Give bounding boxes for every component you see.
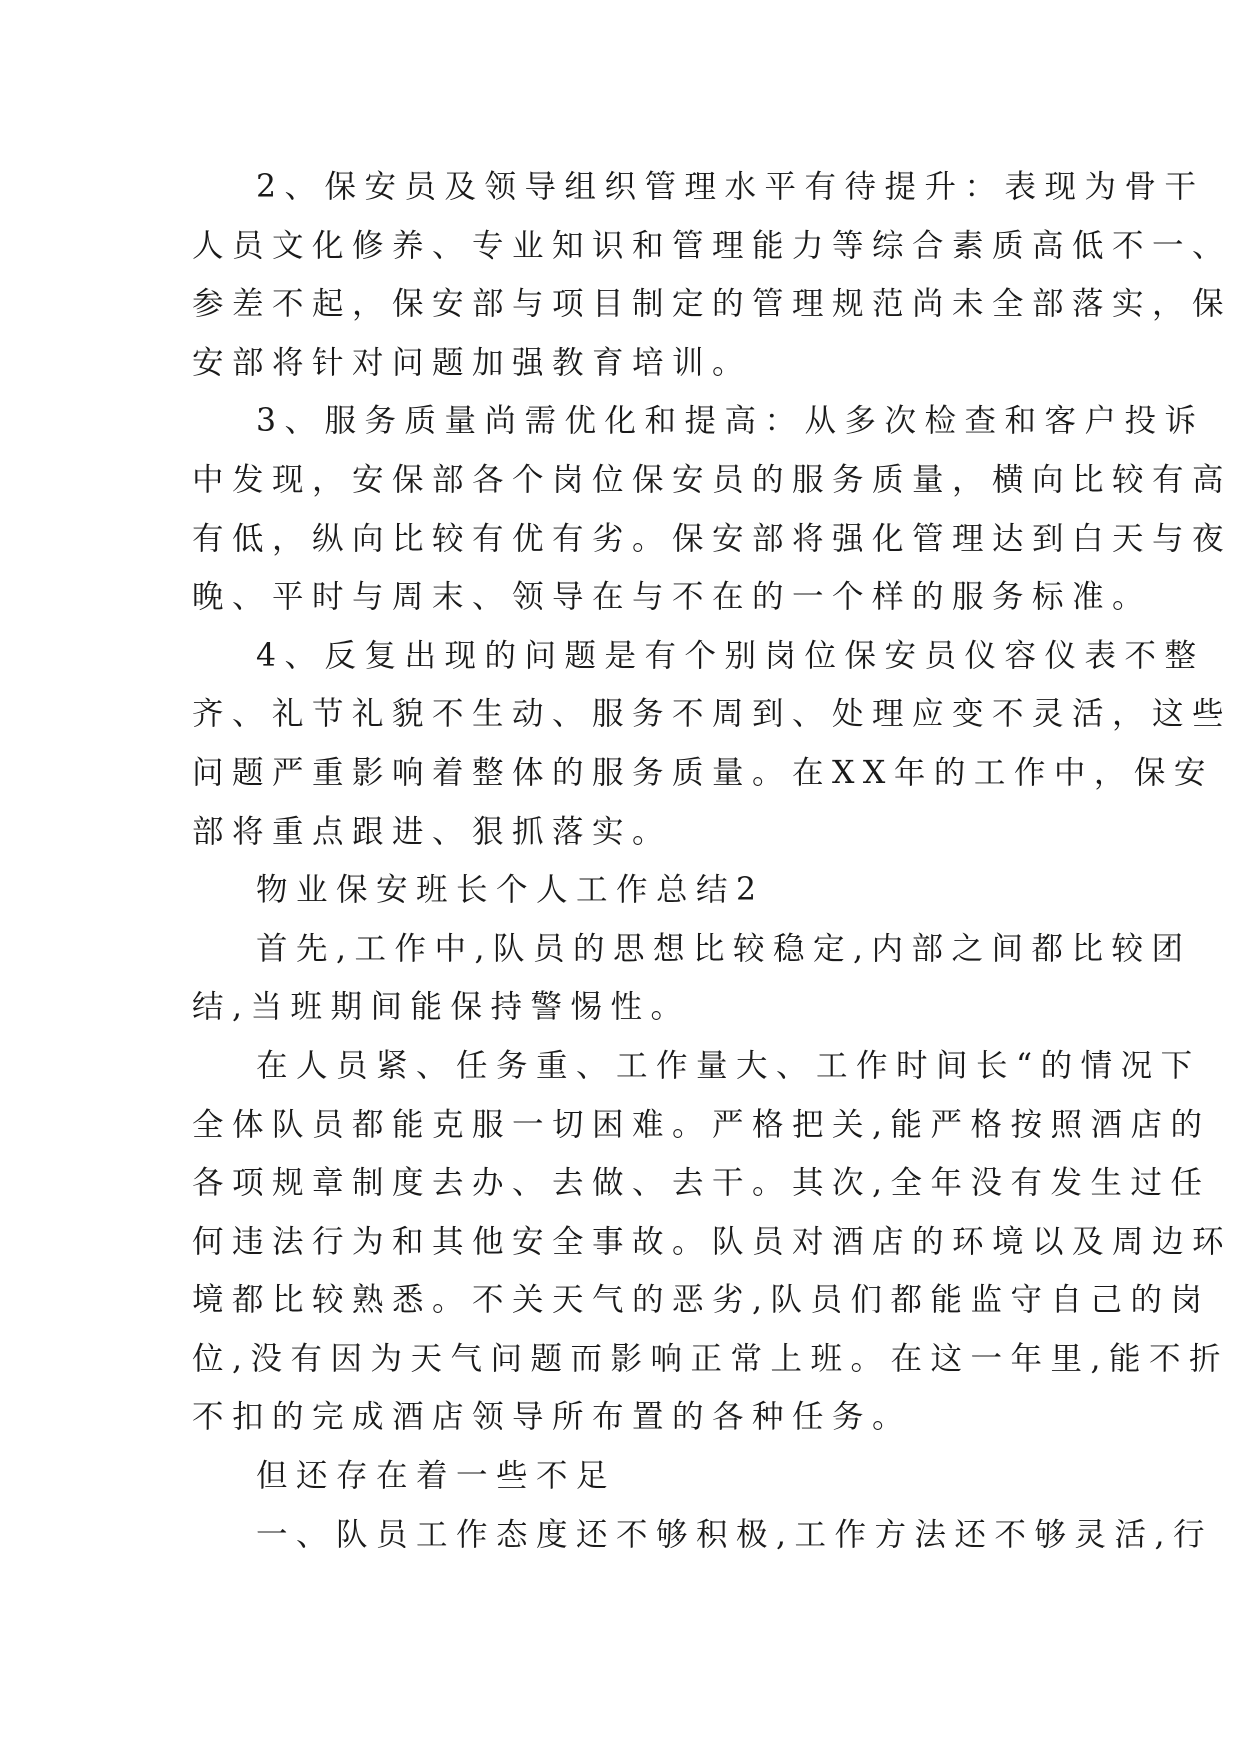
paragraph-staff-line-1: 在人员紧、任务重、工作量大、工作时间长“的情况下 — [256, 1047, 1201, 1084]
paragraph-2-line-3: 参差不起，保安部与项目制定的管理规范尚未全部落实，保 — [192, 286, 1233, 323]
paragraph-staff-line-4: 何违法行为和其他安全事故。队员对酒店的环境以及周边环 — [192, 1223, 1233, 1260]
paragraph-4-line-3: 问题严重影响着整体的服务质量。在XX年的工作中，保安 — [192, 754, 1214, 791]
paragraph-2-line-4: 安部将针对问题加强教育培训。 — [192, 344, 753, 381]
paragraph-staff-line-3: 各项规章制度去办、去做、去干。其次,全年没有发生过任 — [192, 1165, 1211, 1202]
section-heading: 物业保安班长个人工作总结2 — [256, 872, 765, 909]
paragraph-3-line-4: 晚、平时与周末、领导在与不在的一个样的服务标准。 — [192, 579, 1153, 616]
paragraph-3-line-1: 3、服务质量尚需优化和提高：从多次检查和客户投诉 — [256, 403, 1205, 440]
paragraph-shortcoming-1-line-1: 一、队员工作态度还不够积极,工作方法还不够灵活,行 — [256, 1516, 1214, 1553]
paragraph-staff-line-2: 全体队员都能克服一切困难。严格把关,能严格按照酒店的 — [192, 1106, 1211, 1143]
paragraph-staff-line-7: 不扣的完成酒店领导所布置的各种任务。 — [192, 1399, 913, 1436]
paragraph-first-line-1: 首先,工作中,队员的思想比较稳定,内部之间都比较团 — [256, 930, 1192, 967]
paragraph-3-line-3: 有低，纵向比较有优有劣。保安部将强化管理达到白天与夜 — [192, 520, 1233, 557]
paragraph-first-line-2: 结,当班期间能保持警惕性。 — [192, 989, 691, 1026]
paragraph-staff-line-6: 位,没有因为天气问题而影响正常上班。在这一年里,能不折 — [192, 1340, 1230, 1377]
paragraph-2-line-1: 2、保安员及领导组织管理水平有待提升：表现为骨干 — [256, 169, 1205, 205]
document-body — [192, 158, 1233, 1564]
paragraph-2-line-2: 人员文化修养、专业知识和管理能力等综合素质高低不一、 — [192, 227, 1233, 264]
paragraph-4-line-1: 4、反复出现的问题是有个别岗位保安员仪容仪表不整 — [256, 637, 1205, 674]
paragraph-4-line-4: 部将重点跟进、狠抓落实。 — [192, 813, 673, 850]
paragraph-shortcomings-intro: 但还存在着一些不足 — [256, 1458, 617, 1495]
paragraph-4-line-2: 齐、礼节礼貌不生动、服务不周到、处理应变不灵活，这些 — [192, 696, 1233, 733]
paragraph-staff-line-5: 境都比较熟悉。不关天气的恶劣,队员们都能监守自己的岗 — [192, 1282, 1211, 1319]
paragraph-3-line-2: 中发现，安保部各个岗位保安员的服务质量，横向比较有高 — [192, 461, 1233, 498]
